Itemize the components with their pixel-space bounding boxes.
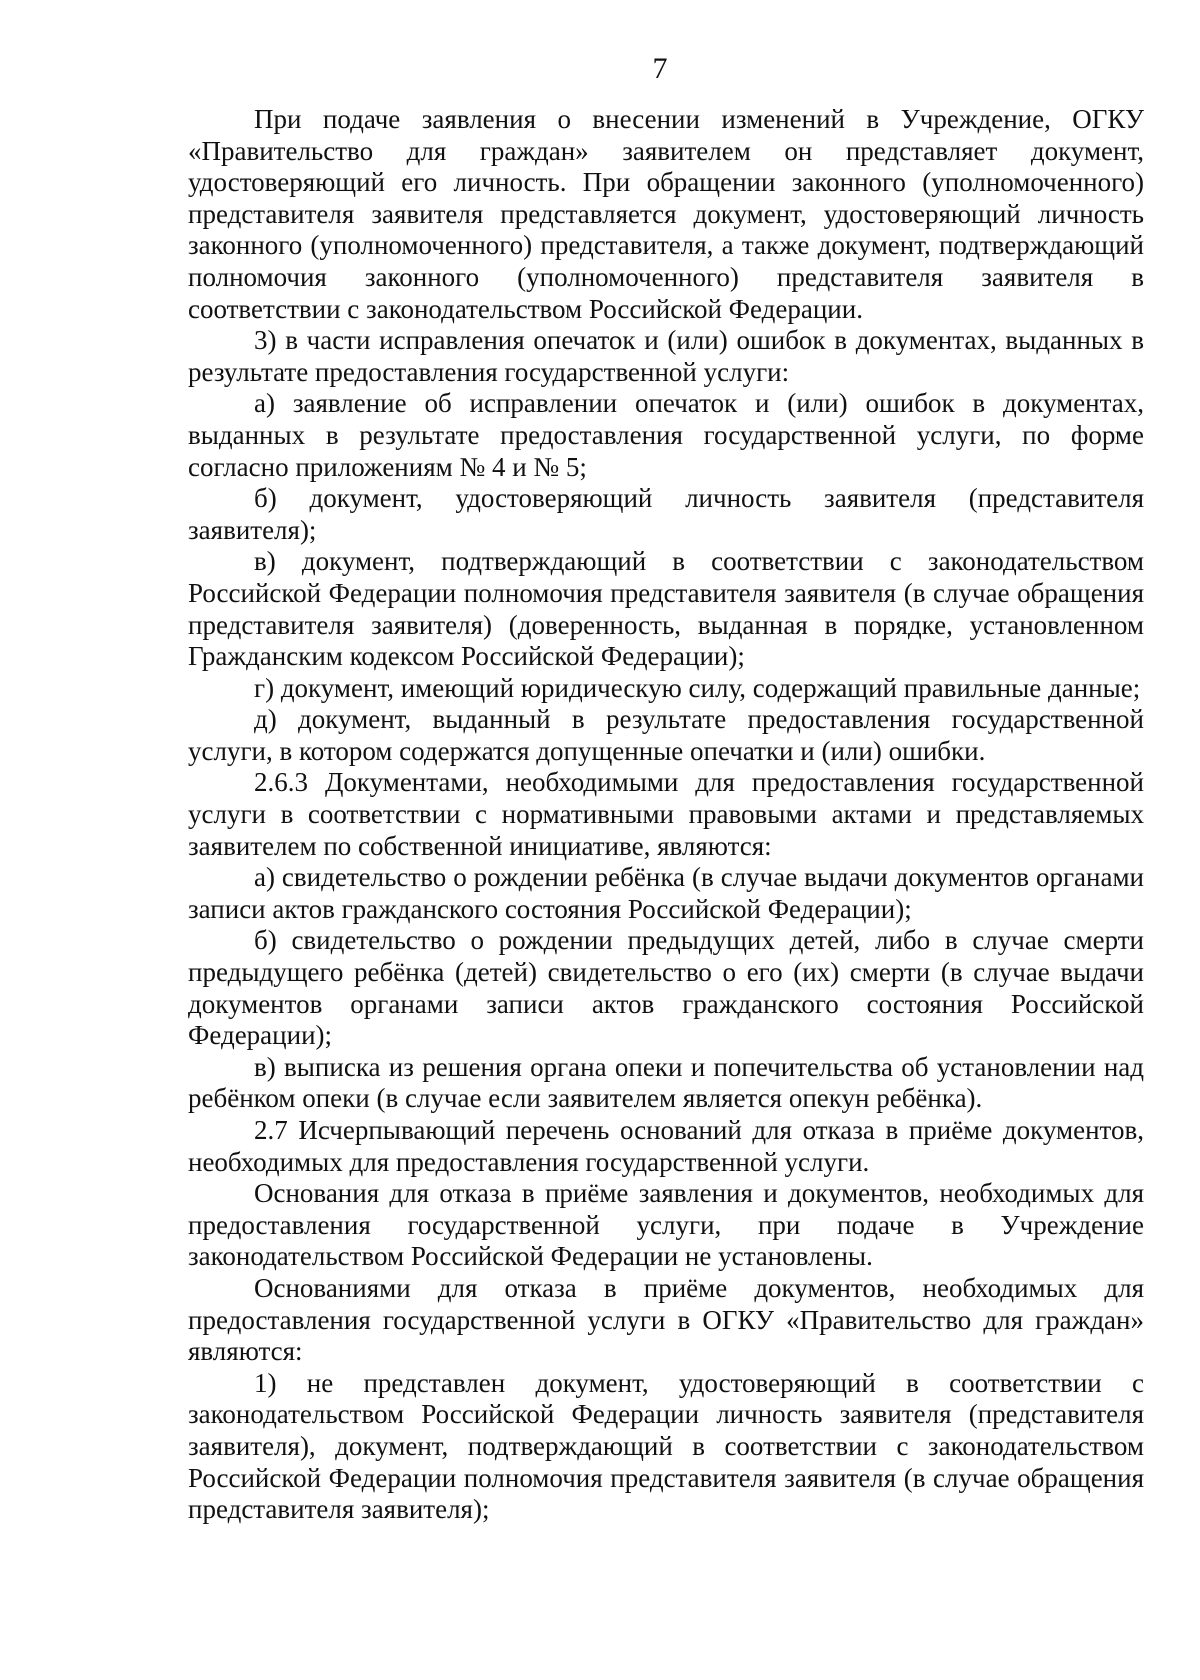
list-item-v-authority-document: в) документ, подтверждающий в соответствии с законодательством Российской Федерации полномочия представителя заявителя (в случае обращения представителя заявителя) (доверенность, выданная в порядке, установленном Гражданским кодексом Российской Федерации); — [188, 546, 1144, 672]
section-2-6-3: 2.6.3 Документами, необходимыми для предоставления государственной услуги в соответствии с нормативными правовыми актами и представляемых заявителем по собственной инициативе, являются: — [188, 767, 1144, 861]
list-item-g-correct-data-document: г) документ, имеющий юридическую силу, содержащий правильные данные; — [254, 672, 1141, 703]
section-2-7: 2.7 Исчерпывающий перечень оснований для отказа в приёме документов, необходимых для предоставления государственной услуги. — [188, 1115, 1144, 1177]
list-item-v-guardianship-extract: в) выписка из решения органа опеки и попечительства об установлении над ребёнком опеки (в случае если заявителем является опекун ребёнка). — [188, 1051, 1144, 1114]
list-item-b-previous-children: б) свидетельство о рождении предыдущих детей, либо в случае смерти предыдущего ребёнка (детей) свидетельство о его (их) смерти (в случае выдачи документов органами записи актов гражданского состояния Российской Федерации); — [188, 925, 1144, 1051]
list-item-d-erroneous-document: д) документ, выданный в результате предоставления государственной услуги, в котором содержатся допущенные опечатки и (или) ошибки. — [188, 704, 1144, 766]
page-number: 7 — [652, 52, 668, 85]
list-item-b-identity-document: б) документ, удостоверяющий личность заявителя (представителя заявителя); — [188, 483, 1144, 545]
list-item-a-correction-application: а) заявление об исправлении опечаток и (или) ошибок в документах, выданных в результате предоставления государственной услуги, по форме согласно приложениям № 4 и № 5; — [188, 388, 1144, 482]
paragraph-refusal-grounds: Основаниями для отказа в приёме документов, необходимых для предоставления государственной услуги в ОГКУ «Правительство для граждан» являются: — [188, 1272, 1144, 1367]
paragraph-correction-documents: 3) в части исправления опечаток и (или) ошибок в документах, выданных в результате предоставления государственной услуги: — [188, 325, 1144, 387]
paragraph-amendment-application: При подаче заявления о внесении изменений в Учреждение, ОГКУ «Правительство для граждан» заявителем он представляет документ, удостоверяющий его личность. При обращении законного (уполномоченного) представителя заявителя представляется документ, удостоверяющий личность законного (уполномоченного) представителя, а также документ, подтверждающий полномочия законного (уполномоченного) представителя заявителя в соответствии с законодательством Российской Федерации. — [188, 104, 1144, 324]
list-item-1-missing-document: 1) не представлен документ, удостоверяющий в соответствии с законодательством Российской Федерации личность заявителя (представителя заявителя), документ, подтверждающий в соответствии с законодательством Российской Федерации полномочия представителя заявителя (в случае обращения представителя заявителя); — [188, 1367, 1144, 1525]
document-body — [188, 104, 1144, 1526]
list-item-a-birth-certificate: а) свидетельство о рождении ребёнка (в случае выдачи документов органами записи актов гражданского состояния Российской Федерации); — [188, 862, 1144, 924]
paragraph-no-refusal-grounds: Основания для отказа в приёме заявления и документов, необходимых для предоставления государственной услуги, при подаче в Учреждение законодательством Российской Федерации не установлены. — [188, 1178, 1144, 1272]
